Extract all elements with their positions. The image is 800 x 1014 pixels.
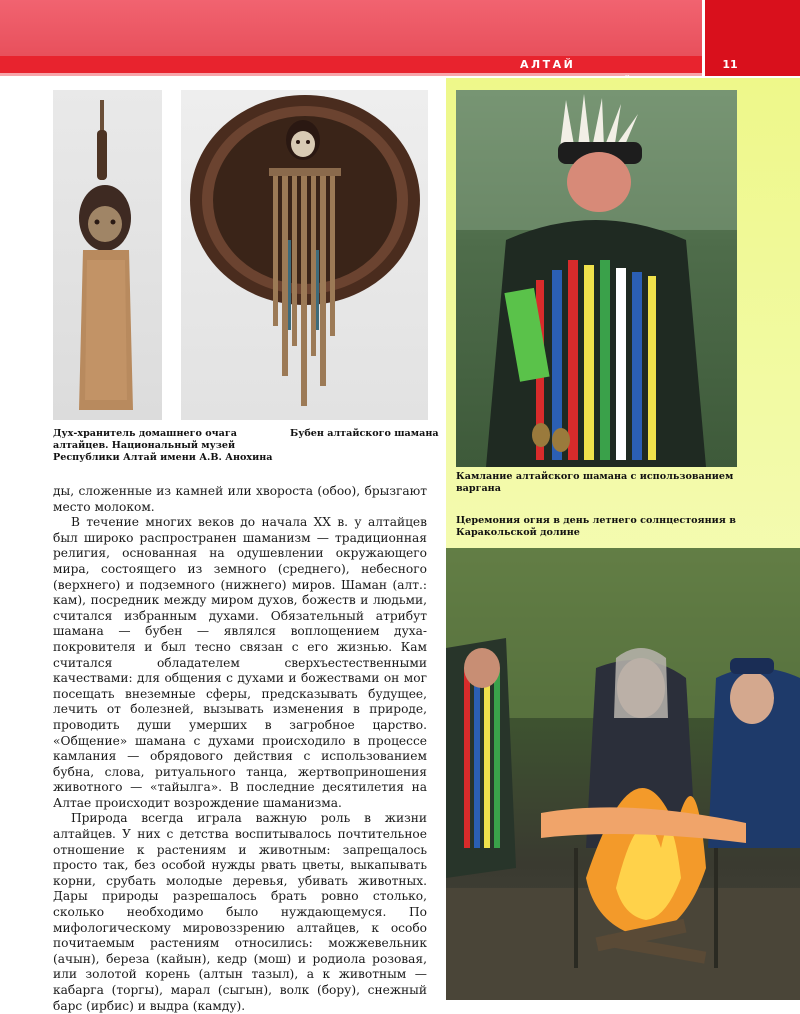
body-text [53, 484, 427, 1014]
caption-shaman-kamlanie: Камлание алтайского шамана с использованием варгана [456, 471, 734, 494]
photo-drum [181, 90, 428, 420]
body-paragraph: В течение многих веков до начала XX в. у алтайцев был широко распространен шаманизм — традиционная религия, основанная на одушевлении окружающего мира, состоящего из земного (среднего), небесного (верхнего) и подземного (нижнего) миров. Шаман (алт.: кам), посредник между миром духов, божеств и людьми, считался избранным духами. Обязательный атрибут шамана — бубен — являлся воплощением духа-покровителя и был тесно связан с его жизнью. Кам считался обладателем сверхъестественными качествами: для общения с духами и божествами он мог посещать внеземные сферы, предсказывать будущее, лечить от болезней, вызывать изменения в природе, проводить души умерших в загробное царство. «Общение» шамана с духами происходило в процессе камлания — обрядового действия с использованием бубна, слова, ритуального танца, жертвоприношения животного — «тайылга». В последние десятилетия на Алтае происходит возрождение шаманизма. [53, 515, 427, 810]
photo-fire-ceremony [446, 548, 800, 1000]
section-title: АЛТАЙ [520, 58, 576, 71]
caption-spirit-keeper: Дух-хранитель домашнего очага алтайцев. Национальный музей Республики Алтай имени А.В. Анохина [53, 428, 273, 463]
fire-ceremony-image [446, 548, 800, 1000]
spirit-keeper-image [53, 90, 162, 420]
caption-drum: Бубен алтайского шамана [290, 428, 439, 439]
header-band [0, 0, 800, 56]
body-paragraph: ды, сложенные из камней или хвороста (обоо), брызгают место молоком. [53, 484, 427, 514]
shaman-image [456, 90, 737, 467]
header-divider [0, 73, 800, 76]
photo-shaman-kamlanie [456, 90, 737, 467]
caption-fire-ceremony: Церемония огня в день летнего солнцестояния в Каракольской долине [456, 515, 736, 538]
photo-spirit-keeper [53, 90, 162, 420]
drum-image [181, 90, 428, 420]
body-paragraph: Природа всегда играла важную роль в жизни алтайцев. У них с детства воспитывалось почтительное отношение к растениям и животным: запрещалось просто так, без особой нужды рвать цветы, выкапывать корни, срубать молодые деревья, убивать животных. Дары природы разрешалось брать ровно столько, сколько необходимо было нуждающемуся. По мифологическому мировоззрению алтайцев, к особо почитаемым растениям относились: можжевельник (ачын), береза (кайын), кедр (мош) и родиола розовая, или золотой корень (алтын тазыл), а к животным — кабарга (торгы), марал (сыгын), волк (бору), снежный барс (ирбис) и выдра (камду). [53, 811, 427, 1013]
page-number: 11 [722, 58, 738, 71]
